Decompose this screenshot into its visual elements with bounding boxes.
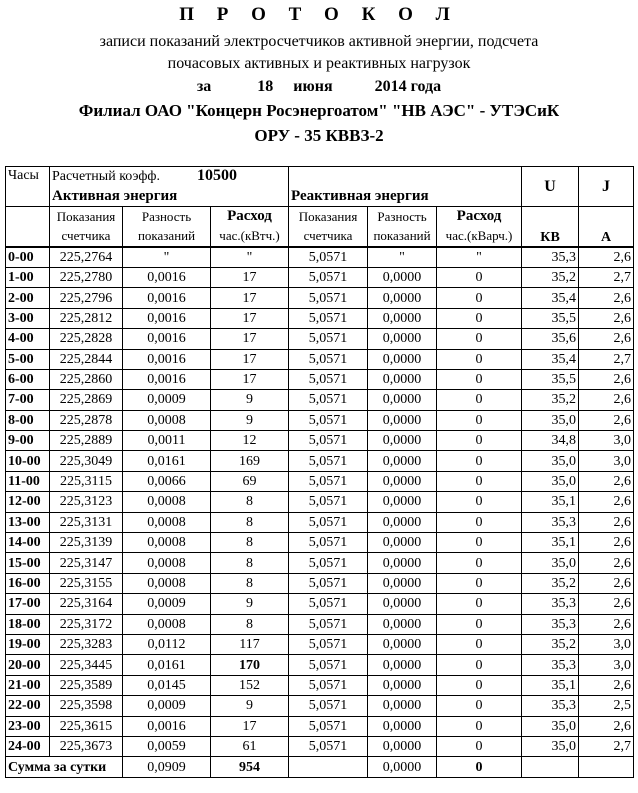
active-reading-cell: 225,2878: [50, 410, 123, 430]
reactive-reading-cell: 5,0571: [289, 369, 368, 389]
reactive-reading-cell: 5,0571: [289, 267, 368, 287]
reactive-cons-head: Расход: [437, 206, 522, 226]
active-consumption-cell: 17: [211, 329, 289, 349]
reactive-reading-cell: 5,0571: [289, 349, 368, 369]
reactive-diff-cell: 0,0000: [368, 655, 437, 675]
table-row: [6, 533, 634, 553]
voltage-cell: 35,0: [522, 410, 579, 430]
table-row: [6, 390, 634, 410]
active-consumption-cell: 8: [211, 573, 289, 593]
reactive-reading-cell: 5,0571: [289, 329, 368, 349]
reactive-reading-cell: 5,0571: [289, 390, 368, 410]
reactive-diff-cell: 0,0000: [368, 308, 437, 328]
total-reactive-diff: 0,0000: [368, 757, 437, 777]
table-row: [6, 675, 634, 695]
reactive-reading-cell: 5,0571: [289, 655, 368, 675]
reactive-consumption-cell: 0: [437, 675, 522, 695]
reactive-reading-cell: 5,0571: [289, 308, 368, 328]
reactive-reading-cell: 5,0571: [289, 533, 368, 553]
hour-cell: 14-00: [6, 533, 50, 553]
table-row: [6, 247, 634, 268]
active-readings-head-2: счетчика: [50, 226, 123, 246]
reactive-reading-cell: 5,0571: [289, 736, 368, 756]
current-cell: 2,6: [579, 553, 634, 573]
voltage-cell: 35,1: [522, 492, 579, 512]
reactive-diff-cell: 0,0000: [368, 267, 437, 287]
hours-sub-blank: [6, 206, 50, 246]
voltage-cell: 35,0: [522, 471, 579, 491]
reactive-reading-cell: 5,0571: [289, 247, 368, 268]
current-cell: 2,6: [579, 247, 634, 268]
reactive-reading-cell: 5,0571: [289, 288, 368, 308]
active-reading-cell: 225,2889: [50, 431, 123, 451]
current-cell: 2,6: [579, 533, 634, 553]
voltage-cell: 35,2: [522, 573, 579, 593]
active-diff-cell: 0,0016: [123, 288, 211, 308]
reactive-consumption-cell: 0: [437, 369, 522, 389]
active-energy-label: Активная энергия: [50, 186, 289, 206]
reactive-reading-cell: 5,0571: [289, 553, 368, 573]
current-cell: 2,6: [579, 675, 634, 695]
table-row: [6, 655, 634, 675]
active-consumption-cell: 17: [211, 288, 289, 308]
current-cell: 2,6: [579, 288, 634, 308]
hour-cell: 17-00: [6, 594, 50, 614]
reactive-blank: [289, 167, 522, 187]
reactive-reading-cell: 5,0571: [289, 594, 368, 614]
reactive-energy-label: Реактивная энергия: [289, 186, 522, 206]
current-cell: 2,6: [579, 512, 634, 532]
voltage-cell: 35,1: [522, 675, 579, 695]
reactive-reading-cell: 5,0571: [289, 431, 368, 451]
table-row: [6, 349, 634, 369]
active-diff-cell: 0,0011: [123, 431, 211, 451]
active-diff-cell: 0,0009: [123, 390, 211, 410]
reactive-reading-cell: 5,0571: [289, 716, 368, 736]
hour-cell: 18-00: [6, 614, 50, 634]
active-consumption-cell: 9: [211, 390, 289, 410]
header-row-3: [6, 206, 634, 226]
active-diff-cell: 0,0016: [123, 329, 211, 349]
current-cell: 2,6: [579, 716, 634, 736]
report-date: [0, 78, 638, 96]
table-row: [6, 267, 634, 287]
date-month: июня: [293, 78, 333, 95]
total-active-diff: 0,0909: [123, 757, 211, 777]
voltage-cell: 35,5: [522, 369, 579, 389]
active-consumption-cell: 69: [211, 471, 289, 491]
reactive-diff-cell: 0,0000: [368, 675, 437, 695]
reactive-consumption-cell: 0: [437, 634, 522, 654]
voltage-cell: 35,3: [522, 247, 579, 268]
total-current-blank: [579, 757, 634, 777]
reactive-consumption-cell: 0: [437, 696, 522, 716]
active-diff-cell: 0,0161: [123, 451, 211, 471]
active-consumption-cell: 9: [211, 696, 289, 716]
total-reactive-consumption: 0: [437, 757, 522, 777]
reactive-consumption-cell: 0: [437, 553, 522, 573]
active-reading-cell: 225,3164: [50, 594, 123, 614]
hour-cell: 1-00: [6, 267, 50, 287]
total-reactive-reading-blank: [289, 757, 368, 777]
j-unit: А: [579, 206, 634, 246]
active-consumption-cell: 9: [211, 410, 289, 430]
hour-cell: 21-00: [6, 675, 50, 695]
active-consumption-cell: 152: [211, 675, 289, 695]
reactive-consumption-cell: 0: [437, 492, 522, 512]
active-reading-cell: 225,2860: [50, 369, 123, 389]
hour-cell: 12-00: [6, 492, 50, 512]
active-reading-cell: 225,3139: [50, 533, 123, 553]
hour-cell: 19-00: [6, 634, 50, 654]
hour-cell: 2-00: [6, 288, 50, 308]
reactive-reading-cell: 5,0571: [289, 675, 368, 695]
hour-cell: 13-00: [6, 512, 50, 532]
table-row: [6, 471, 634, 491]
voltage-cell: 35,3: [522, 614, 579, 634]
active-reading-cell: 225,3589: [50, 675, 123, 695]
hour-cell: 16-00: [6, 573, 50, 593]
active-diff-cell: ": [123, 247, 211, 268]
current-cell: 2,6: [579, 410, 634, 430]
active-diff-cell: 0,0016: [123, 267, 211, 287]
reactive-diff-cell: ": [368, 247, 437, 268]
reactive-consumption-cell: 0: [437, 594, 522, 614]
reactive-reading-cell: 5,0571: [289, 696, 368, 716]
reactive-consumption-cell: 0: [437, 410, 522, 430]
active-diff-cell: 0,0008: [123, 573, 211, 593]
branch-name: Филиал ОАО "Концерн Росэнергоатом" "НВ АЭС" - УТЭСиК: [78, 101, 560, 120]
reactive-consumption-cell: 0: [437, 471, 522, 491]
active-diff-cell: 0,0112: [123, 634, 211, 654]
voltage-cell: 35,4: [522, 349, 579, 369]
table-row: [6, 696, 634, 716]
table-row: [6, 451, 634, 471]
hour-cell: 4-00: [6, 329, 50, 349]
reactive-diff-cell: 0,0000: [368, 614, 437, 634]
reactive-reading-cell: 5,0571: [289, 512, 368, 532]
reactive-consumption-cell: 0: [437, 573, 522, 593]
hour-cell: 9-00: [6, 431, 50, 451]
voltage-cell: 35,0: [522, 736, 579, 756]
active-diff-cell: 0,0008: [123, 512, 211, 532]
active-consumption-cell: 17: [211, 716, 289, 736]
voltage-cell: 35,0: [522, 451, 579, 471]
voltage-cell: 35,1: [522, 533, 579, 553]
current-cell: 2,6: [579, 471, 634, 491]
document-title: П Р О Т О К О Л: [179, 4, 459, 25]
total-active-consumption: 954: [211, 757, 289, 777]
object-name: ОРУ - 35 КВВЗ-2: [254, 126, 384, 145]
reactive-diff-cell: 0,0000: [368, 573, 437, 593]
active-diff-cell: 0,0008: [123, 410, 211, 430]
active-diff-cell: 0,0059: [123, 736, 211, 756]
reactive-consumption-cell: 0: [437, 736, 522, 756]
active-consumption-cell: 170: [211, 655, 289, 675]
active-consumption-cell: 8: [211, 512, 289, 532]
active-diff-cell: 0,0161: [123, 655, 211, 675]
hour-cell: 20-00: [6, 655, 50, 675]
reactive-cons-unit: час.(кВарч.): [437, 226, 522, 246]
reactive-consumption-cell: 0: [437, 655, 522, 675]
voltage-cell: 35,3: [522, 655, 579, 675]
reactive-consumption-cell: 0: [437, 716, 522, 736]
table-row: [6, 512, 634, 532]
voltage-cell: 35,2: [522, 390, 579, 410]
reactive-diff-cell: 0,0000: [368, 369, 437, 389]
reactive-reading-cell: 5,0571: [289, 492, 368, 512]
table-row: [6, 369, 634, 389]
current-cell: 2,6: [579, 573, 634, 593]
reactive-consumption-cell: 0: [437, 533, 522, 553]
hour-cell: 15-00: [6, 553, 50, 573]
table-row: [6, 594, 634, 614]
coef-label: Расчетный коэфф.: [52, 169, 160, 184]
current-cell: 2,6: [579, 492, 634, 512]
active-reading-cell: 225,2780: [50, 267, 123, 287]
reactive-diff-cell: 0,0000: [368, 288, 437, 308]
reactive-reading-cell: 5,0571: [289, 614, 368, 634]
active-reading-cell: 225,3131: [50, 512, 123, 532]
active-reading-cell: 225,2869: [50, 390, 123, 410]
active-diff-cell: 0,0016: [123, 349, 211, 369]
current-cell: 2,7: [579, 267, 634, 287]
hour-cell: 5-00: [6, 349, 50, 369]
active-diff-cell: 0,0008: [123, 533, 211, 553]
active-reading-cell: 225,2812: [50, 308, 123, 328]
reactive-diff-cell: 0,0000: [368, 512, 437, 532]
reactive-diff-cell: 0,0000: [368, 471, 437, 491]
current-cell: 2,6: [579, 614, 634, 634]
date-year: 2014 года: [374, 78, 442, 95]
subtitle-line-2: почасовых активных и реактивных нагрузок: [167, 55, 471, 72]
active-diff-cell: 0,0145: [123, 675, 211, 695]
reactive-diff-cell: 0,0000: [368, 553, 437, 573]
active-reading-cell: 225,3615: [50, 716, 123, 736]
reactive-diff-head: Разность: [368, 206, 437, 226]
reactive-diff-cell: 0,0000: [368, 390, 437, 410]
active-consumption-cell: 17: [211, 349, 289, 369]
active-reading-cell: 225,3155: [50, 573, 123, 593]
table-row: [6, 308, 634, 328]
hour-cell: 8-00: [6, 410, 50, 430]
active-cons-unit: час.(кВтч.): [211, 226, 289, 246]
j-header: J: [579, 167, 634, 207]
hour-cell: 0-00: [6, 247, 50, 268]
u-header: U: [522, 167, 579, 207]
hour-cell: 6-00: [6, 369, 50, 389]
voltage-cell: 35,3: [522, 512, 579, 532]
reactive-reading-cell: 5,0571: [289, 634, 368, 654]
current-cell: 3,0: [579, 431, 634, 451]
reactive-consumption-cell: 0: [437, 288, 522, 308]
voltage-cell: 35,0: [522, 716, 579, 736]
active-diff-cell: 0,0008: [123, 553, 211, 573]
table-row: [6, 410, 634, 430]
current-cell: 2,5: [579, 696, 634, 716]
reactive-consumption-cell: 0: [437, 614, 522, 634]
reactive-diff-cell: 0,0000: [368, 716, 437, 736]
active-consumption-cell: 8: [211, 492, 289, 512]
reactive-diff-cell: 0,0000: [368, 451, 437, 471]
reactive-diff-cell: 0,0000: [368, 696, 437, 716]
active-reading-cell: 225,2764: [50, 247, 123, 268]
current-cell: 3,0: [579, 451, 634, 471]
table-row: [6, 431, 634, 451]
reactive-consumption-cell: 0: [437, 267, 522, 287]
active-diff-head-2: показаний: [123, 226, 211, 246]
voltage-cell: 35,3: [522, 594, 579, 614]
voltage-cell: 35,0: [522, 553, 579, 573]
hour-cell: 24-00: [6, 736, 50, 756]
subtitle-line-1: записи показаний электросчетчиков активной энергии, подсчета: [99, 33, 539, 50]
active-reading-cell: 225,3598: [50, 696, 123, 716]
active-reading-cell: 225,3445: [50, 655, 123, 675]
active-consumption-cell: 61: [211, 736, 289, 756]
current-cell: 2,7: [579, 349, 634, 369]
table-row: [6, 716, 634, 736]
reactive-consumption-cell: 0: [437, 390, 522, 410]
hour-cell: 23-00: [6, 716, 50, 736]
voltage-cell: 35,2: [522, 267, 579, 287]
active-diff-cell: 0,0016: [123, 716, 211, 736]
current-cell: 2,6: [579, 329, 634, 349]
reactive-diff-cell: 0,0000: [368, 736, 437, 756]
hour-cell: 3-00: [6, 308, 50, 328]
reactive-reading-cell: 5,0571: [289, 410, 368, 430]
current-cell: 2,6: [579, 369, 634, 389]
active-reading-cell: 225,3049: [50, 451, 123, 471]
total-label: Сумма за сутки: [6, 757, 123, 777]
reactive-diff-head-2: показаний: [368, 226, 437, 246]
table-row: [6, 288, 634, 308]
reactive-reading-cell: 5,0571: [289, 451, 368, 471]
voltage-cell: 35,5: [522, 308, 579, 328]
current-cell: 3,0: [579, 634, 634, 654]
active-consumption-cell: 17: [211, 308, 289, 328]
active-reading-cell: 225,2796: [50, 288, 123, 308]
active-consumption-cell: 9: [211, 594, 289, 614]
reactive-consumption-cell: 0: [437, 451, 522, 471]
coef-cell: [50, 167, 289, 187]
reactive-diff-cell: 0,0000: [368, 431, 437, 451]
hour-cell: 10-00: [6, 451, 50, 471]
active-diff-cell: 0,0009: [123, 696, 211, 716]
hours-header: Часы: [6, 167, 50, 207]
total-row: [6, 757, 634, 777]
reactive-diff-cell: 0,0000: [368, 594, 437, 614]
voltage-cell: 34,8: [522, 431, 579, 451]
voltage-cell: 35,4: [522, 288, 579, 308]
date-day: 18: [257, 78, 274, 95]
active-consumption-cell: 8: [211, 553, 289, 573]
reactive-reading-cell: 5,0571: [289, 471, 368, 491]
active-reading-cell: 225,3147: [50, 553, 123, 573]
active-reading-cell: 225,2828: [50, 329, 123, 349]
hour-cell: 7-00: [6, 390, 50, 410]
current-cell: 2,6: [579, 390, 634, 410]
total-voltage-blank: [522, 757, 579, 777]
active-reading-cell: 225,3172: [50, 614, 123, 634]
reactive-diff-cell: 0,0000: [368, 329, 437, 349]
reactive-diff-cell: 0,0000: [368, 349, 437, 369]
u-unit: КВ: [522, 206, 579, 246]
active-diff-head: Разность: [123, 206, 211, 226]
voltage-cell: 35,2: [522, 634, 579, 654]
date-prefix: за: [196, 78, 212, 95]
reactive-consumption-cell: 0: [437, 512, 522, 532]
table-row: [6, 614, 634, 634]
readings-table: [5, 166, 634, 778]
active-diff-cell: 0,0016: [123, 308, 211, 328]
reactive-reading-cell: 5,0571: [289, 573, 368, 593]
active-reading-cell: 225,3673: [50, 736, 123, 756]
voltage-cell: 35,6: [522, 329, 579, 349]
coef-value: 10500: [196, 167, 237, 184]
active-diff-cell: 0,0066: [123, 471, 211, 491]
active-diff-cell: 0,0008: [123, 614, 211, 634]
active-consumption-cell: 117: [211, 634, 289, 654]
reactive-diff-cell: 0,0000: [368, 410, 437, 430]
reactive-diff-cell: 0,0000: [368, 533, 437, 553]
header-row-1: [6, 167, 634, 187]
table-row: [6, 736, 634, 756]
table-row: [6, 329, 634, 349]
reactive-consumption-cell: 0: [437, 431, 522, 451]
reactive-consumption-cell: 0: [437, 349, 522, 369]
reactive-consumption-cell: 0: [437, 308, 522, 328]
reactive-consumption-cell: 0: [437, 329, 522, 349]
active-consumption-cell: 8: [211, 614, 289, 634]
active-reading-cell: 225,3123: [50, 492, 123, 512]
reactive-consumption-cell: ": [437, 247, 522, 268]
reactive-diff-cell: 0,0000: [368, 492, 437, 512]
active-consumption-cell: 12: [211, 431, 289, 451]
active-readings-head: Показания: [50, 206, 123, 226]
reactive-readings-head-2: счетчика: [289, 226, 368, 246]
hour-cell: 11-00: [6, 471, 50, 491]
reactive-readings-head: Показания: [289, 206, 368, 226]
active-diff-cell: 0,0016: [123, 369, 211, 389]
table-row: [6, 492, 634, 512]
active-diff-cell: 0,0009: [123, 594, 211, 614]
active-consumption-cell: 17: [211, 369, 289, 389]
hour-cell: 22-00: [6, 696, 50, 716]
active-consumption-cell: 169: [211, 451, 289, 471]
current-cell: 2,6: [579, 594, 634, 614]
table-row: [6, 634, 634, 654]
active-reading-cell: 225,3115: [50, 471, 123, 491]
active-consumption-cell: 8: [211, 533, 289, 553]
active-diff-cell: 0,0008: [123, 492, 211, 512]
current-cell: 2,7: [579, 736, 634, 756]
active-reading-cell: 225,2844: [50, 349, 123, 369]
current-cell: 2,6: [579, 308, 634, 328]
table-row: [6, 573, 634, 593]
table-row: [6, 553, 634, 573]
active-cons-head: Расход: [211, 206, 289, 226]
current-cell: 3,0: [579, 655, 634, 675]
reactive-diff-cell: 0,0000: [368, 634, 437, 654]
active-consumption-cell: ": [211, 247, 289, 268]
active-consumption-cell: 17: [211, 267, 289, 287]
voltage-cell: 35,3: [522, 696, 579, 716]
active-reading-cell: 225,3283: [50, 634, 123, 654]
